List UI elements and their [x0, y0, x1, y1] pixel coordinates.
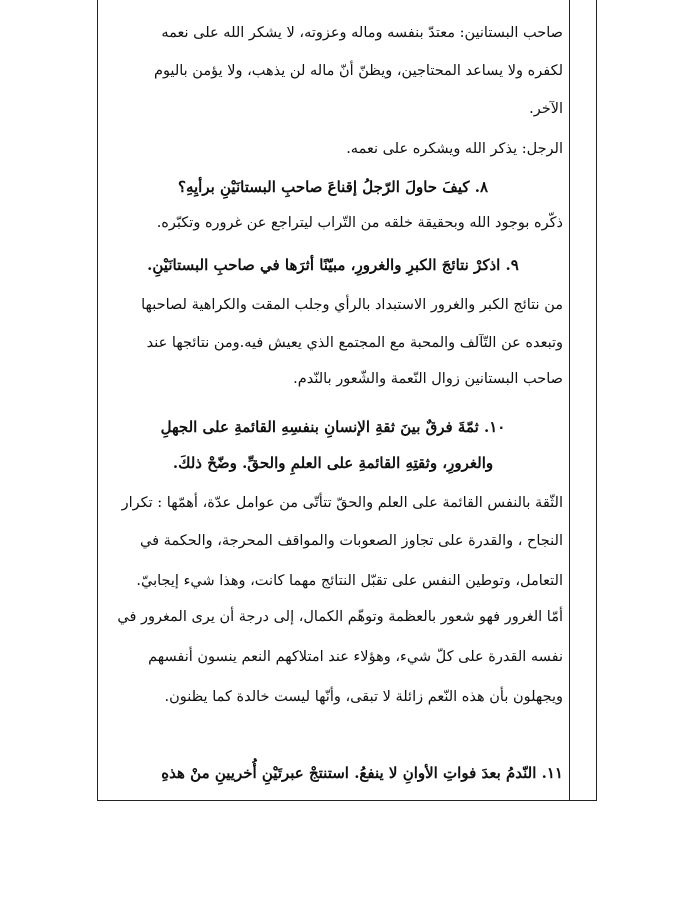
question-heading: ١١. النّدمُ بعدَ فواتِ الأوانِ لا ينفعُ. استنتجْ عبرتَيْنِ أُخريينِ منْ هذهِ [161, 764, 563, 782]
answer-text-line: الثّقة بالنفس القائمة على العلم والحقّ تتأتّى من عوامل عدّة، أهمّها : تكرار [121, 495, 563, 511]
answer-text-line: نفسه القدرة على كلّ شيء، وهؤلاء عند امتلاكهم النعم ينسون أنفسهم [148, 649, 563, 665]
question-heading: والغرورِ، وثقتِهِ القائمةِ على العلمِ والحقِّ. وضّحْ ذلكَ. [172, 454, 494, 472]
answer-text-line: لكفره ولا يساعد المحتاجين، ويظنّ أنّ ماله لن يذهب، ولا يؤمن باليوم [153, 63, 563, 79]
question-heading: ١٠. ثمّةَ فرقٌ بينَ ثقةِ الإنسانِ بنفسِهِ القائمةِ على الجهلِ [160, 418, 506, 436]
answer-text-line: أمّا الغرور فهو شعور بالعظمة وتوهّم الكمال، إلى درجة أن يرى المغرور في [117, 609, 563, 625]
answer-text-line: من نتائج الكبر والغرور الاستبداد بالرأي وجلب المقت والكراهية لصاحبها [141, 297, 563, 313]
answer-text-line: وتبعده عن التّآلف والمحبة مع المجتمع الذي يعيش فيه.ومن نتائجها عند [146, 335, 563, 351]
answer-text-line: ذكّره بوجود الله وبحقيقة خلقه من التّراب ليتراجع عن غروره وتكبّره. [156, 215, 563, 231]
question-heading: ٨. كيفَ حاولَ الرّجلُ إقناعَ صاحبِ البستانَيْنِ برأيِهِ؟ [177, 178, 489, 196]
question-heading: ٩. اذكرْ نتائجَ الكبرِ والغرورِ، مبيّنًا أثرَها في صاحبِ البستانَيْنِ. [147, 256, 519, 274]
answer-text-line: النجاح ، والقدرة على تجاوز الصعوبات والمواقف المحرجة، والحكمة في [140, 533, 563, 549]
answer-text-line: صاحب البستانين: معتدّ بنفسه وماله وعزوته، لا يشكر الله على نعمه [161, 25, 563, 41]
answer-text-line: التعامل، وتوطين النفس على تقبّل النتائج مهما كانت، وهذا شيء إيجابيّ. [136, 573, 563, 589]
answer-text-line: الرجل: يذكر الله ويشكره على نعمه. [346, 141, 563, 157]
table-column-divider [569, 0, 570, 801]
answer-text-line: ويجهلون بأن هذه النّعم زائلة لا تبقى، وأنّها ليست خالدة كما يظنون. [164, 689, 563, 705]
answer-text-line: الآخر. [529, 101, 563, 117]
answer-text-line: صاحب البستانين زوال النّعمة والشّعور بالنّدم. [293, 371, 563, 387]
